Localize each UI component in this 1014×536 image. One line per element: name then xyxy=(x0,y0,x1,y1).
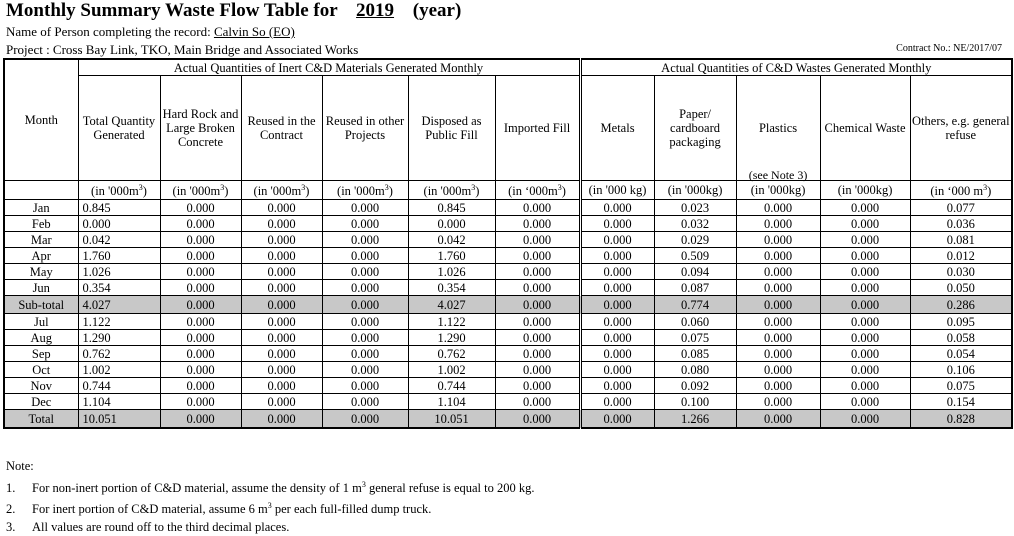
value-cell: 1.002 xyxy=(78,362,160,378)
waste-flow-table xyxy=(3,58,1013,429)
value-cell: 0.000 xyxy=(820,296,910,314)
value-cell: 0.000 xyxy=(322,394,408,410)
header-plastics xyxy=(736,76,820,181)
value-cell: 0.000 xyxy=(241,314,322,330)
value-cell: 0.744 xyxy=(408,378,495,394)
table-row xyxy=(4,248,1012,264)
value-cell: 0.054 xyxy=(910,346,1012,362)
unit-cell xyxy=(820,181,910,200)
unit-exponent: 3 xyxy=(558,183,562,192)
value-cell: 0.000 xyxy=(322,264,408,280)
value-cell: 0.000 xyxy=(322,200,408,216)
value-cell: 0.000 xyxy=(820,378,910,394)
value-cell: 0.000 xyxy=(495,346,580,362)
value-cell: 1.760 xyxy=(408,248,495,264)
unit-label: (in '000m xyxy=(254,185,302,199)
value-cell: 0.080 xyxy=(654,362,736,378)
unit-exponent: 3 xyxy=(139,183,143,192)
value-cell: 0.845 xyxy=(78,200,160,216)
value-cell: 0.000 xyxy=(820,232,910,248)
value-cell: 0.000 xyxy=(241,280,322,296)
value-cell: 0.000 xyxy=(580,232,654,248)
value-cell: 0.154 xyxy=(910,394,1012,410)
header-group-inert: Actual Quantities of Inert C&D Materials Generated Monthly xyxy=(78,59,580,76)
value-cell: 0.000 xyxy=(495,378,580,394)
value-cell: 0.000 xyxy=(241,410,322,429)
value-cell: 0.000 xyxy=(241,394,322,410)
value-cell: 0.000 xyxy=(736,362,820,378)
value-cell: 0.000 xyxy=(495,232,580,248)
value-cell: 0.000 xyxy=(322,216,408,232)
note-exponent: 3 xyxy=(268,501,272,510)
value-cell: 0.000 xyxy=(322,378,408,394)
value-cell: 0.036 xyxy=(910,216,1012,232)
value-cell: 0.000 xyxy=(580,280,654,296)
month-cell: Total xyxy=(4,410,78,429)
value-cell: 0.106 xyxy=(910,362,1012,378)
value-cell: 0.000 xyxy=(736,330,820,346)
value-cell: 0.000 xyxy=(820,248,910,264)
value-cell: 0.000 xyxy=(736,248,820,264)
value-cell: 0.060 xyxy=(654,314,736,330)
value-cell: 0.000 xyxy=(160,314,241,330)
value-cell: 0.000 xyxy=(241,362,322,378)
value-cell: 0.000 xyxy=(495,264,580,280)
value-cell: 0.000 xyxy=(820,216,910,232)
value-cell: 0.000 xyxy=(160,264,241,280)
value-cell: 0.000 xyxy=(160,216,241,232)
note-item xyxy=(6,476,535,498)
unit-label: (in '000m xyxy=(173,185,221,199)
header-plastics-label: Plastics xyxy=(759,121,797,135)
value-cell: 0.000 xyxy=(160,378,241,394)
value-cell: 1.760 xyxy=(78,248,160,264)
value-cell: 0.000 xyxy=(820,362,910,378)
value-cell: 1.026 xyxy=(408,264,495,280)
value-cell: 0.000 xyxy=(78,216,160,232)
notes-list xyxy=(6,476,535,536)
value-cell: 0.828 xyxy=(910,410,1012,429)
value-cell: 4.027 xyxy=(78,296,160,314)
value-cell: 0.000 xyxy=(580,330,654,346)
value-cell: 0.012 xyxy=(910,248,1012,264)
value-cell: 0.762 xyxy=(78,346,160,362)
value-cell: 0.000 xyxy=(160,200,241,216)
month-cell: Nov xyxy=(4,378,78,394)
value-cell: 1.122 xyxy=(408,314,495,330)
month-cell: Sub-total xyxy=(4,296,78,314)
project-line: Project : Cross Bay Link, TKO, Main Bridge and Associated Works xyxy=(6,42,358,58)
notes xyxy=(6,458,535,536)
value-cell: 0.023 xyxy=(654,200,736,216)
value-cell: 0.000 xyxy=(241,330,322,346)
value-cell: 1.266 xyxy=(654,410,736,429)
note-number: 3. xyxy=(6,519,32,536)
value-cell: 0.000 xyxy=(580,200,654,216)
value-cell: 0.000 xyxy=(820,314,910,330)
value-cell: 0.000 xyxy=(580,314,654,330)
value-cell: 0.077 xyxy=(910,200,1012,216)
unit-label: (in '000kg) xyxy=(668,183,723,197)
value-cell: 0.000 xyxy=(736,394,820,410)
value-cell: 1.104 xyxy=(408,394,495,410)
table-row xyxy=(4,280,1012,296)
value-cell: 0.354 xyxy=(78,280,160,296)
value-cell: 0.000 xyxy=(322,330,408,346)
value-cell: 0.000 xyxy=(241,216,322,232)
person-line xyxy=(6,24,295,40)
value-cell: 0.000 xyxy=(495,200,580,216)
value-cell: 0.000 xyxy=(736,296,820,314)
units-month xyxy=(4,181,78,200)
value-cell: 0.029 xyxy=(654,232,736,248)
header-metals: Metals xyxy=(580,76,654,181)
value-cell: 0.000 xyxy=(495,248,580,264)
header-reused-contract: Reused in the Contract xyxy=(241,76,322,181)
value-cell: 0.000 xyxy=(322,362,408,378)
value-cell: 0.000 xyxy=(160,346,241,362)
value-cell: 0.000 xyxy=(580,394,654,410)
unit-cell xyxy=(736,181,820,200)
value-cell: 0.000 xyxy=(736,232,820,248)
unit-label: (in ‘000 m xyxy=(930,185,983,199)
month-cell: Jan xyxy=(4,200,78,216)
unit-cell: (in '$000m^3$) xyxy=(78,181,160,200)
value-cell: 0.000 xyxy=(241,200,322,216)
value-cell: 0.075 xyxy=(910,378,1012,394)
unit-label: (in '000kg) xyxy=(838,183,893,197)
value-cell: 1.122 xyxy=(78,314,160,330)
value-cell: 0.032 xyxy=(654,216,736,232)
value-cell: 0.000 xyxy=(241,248,322,264)
value-cell: 0.085 xyxy=(654,346,736,362)
month-cell: Feb xyxy=(4,216,78,232)
unit-cell xyxy=(654,181,736,200)
table-row xyxy=(4,394,1012,410)
table-row xyxy=(4,232,1012,248)
header-chemical: Chemical Waste xyxy=(820,76,910,181)
value-cell: 0.509 xyxy=(654,248,736,264)
header-paper: Paper/ cardboard packaging xyxy=(654,76,736,181)
value-cell: 0.000 xyxy=(322,296,408,314)
value-cell: 1.002 xyxy=(408,362,495,378)
value-cell: 0.000 xyxy=(580,296,654,314)
value-cell: 0.000 xyxy=(580,264,654,280)
header-group-waste: Actual Quantities of C&D Wastes Generated Monthly xyxy=(580,59,1012,76)
value-cell: 0.000 xyxy=(820,346,910,362)
value-cell: 0.000 xyxy=(495,330,580,346)
value-cell: 0.000 xyxy=(322,248,408,264)
value-cell: 0.000 xyxy=(580,410,654,429)
month-cell: May xyxy=(4,264,78,280)
value-cell: 0.000 xyxy=(820,330,910,346)
month-cell: Apr xyxy=(4,248,78,264)
note-exponent: 3 xyxy=(362,480,366,489)
value-cell: 0.000 xyxy=(322,280,408,296)
value-cell: 10.051 xyxy=(408,410,495,429)
value-cell: 0.000 xyxy=(736,200,820,216)
value-cell: 0.075 xyxy=(654,330,736,346)
value-cell: 0.094 xyxy=(654,264,736,280)
unit-cell: (in '$000m^3$) xyxy=(160,181,241,200)
value-cell: 0.050 xyxy=(910,280,1012,296)
value-cell: 0.000 xyxy=(241,232,322,248)
value-cell: 0.000 xyxy=(580,362,654,378)
table-row xyxy=(4,216,1012,232)
unit-cell: (in ‘$000m^3$) xyxy=(495,181,580,200)
value-cell: 0.000 xyxy=(736,410,820,429)
unit-cell: (in '$000m^3$) xyxy=(241,181,322,200)
table-row xyxy=(4,264,1012,280)
header-others: Others, e.g. general refuse xyxy=(910,76,1012,181)
unit-exponent: 3 xyxy=(220,183,224,192)
value-cell: 0.000 xyxy=(160,330,241,346)
note-text: All values are round off to the third decimal places. xyxy=(32,520,289,534)
page-title xyxy=(6,0,461,22)
value-cell: 1.290 xyxy=(408,330,495,346)
unit-label: (in '000kg) xyxy=(751,183,806,197)
header-imported: Imported Fill xyxy=(495,76,580,181)
note-item xyxy=(6,497,535,519)
table-row xyxy=(4,296,1012,314)
value-cell: 0.000 xyxy=(820,200,910,216)
value-cell: 0.000 xyxy=(580,248,654,264)
note-text: For inert portion of C&D material, assume 6 m xyxy=(32,502,268,516)
table-row xyxy=(4,314,1012,330)
value-cell: 0.000 xyxy=(408,216,495,232)
month-cell: Aug xyxy=(4,330,78,346)
unit-cell: (in '$000m^3$) xyxy=(408,181,495,200)
value-cell: 0.000 xyxy=(160,280,241,296)
unit-exponent: 3 xyxy=(301,183,305,192)
unit-exponent: 3 xyxy=(471,183,475,192)
month-cell: Mar xyxy=(4,232,78,248)
unit-label: (in '000m xyxy=(424,185,472,199)
header-hardrock: Hard Rock and Large Broken Concrete xyxy=(160,76,241,181)
unit-exponent: 3 xyxy=(983,183,987,192)
value-cell: 0.000 xyxy=(495,216,580,232)
unit-label: (in ‘000m xyxy=(508,185,558,199)
note-item xyxy=(6,519,535,536)
value-cell: 0.000 xyxy=(160,296,241,314)
value-cell: 0.042 xyxy=(78,232,160,248)
table-row xyxy=(4,378,1012,394)
value-cell: 0.000 xyxy=(241,264,322,280)
value-cell: 0.000 xyxy=(495,394,580,410)
value-cell: 0.000 xyxy=(495,314,580,330)
month-cell: Jun xyxy=(4,280,78,296)
table-row xyxy=(4,330,1012,346)
note-number: 1. xyxy=(6,480,32,498)
header-disposed: Disposed as Public Fill xyxy=(408,76,495,181)
month-cell: Sep xyxy=(4,346,78,362)
note-number: 2. xyxy=(6,501,32,519)
value-cell: 0.000 xyxy=(160,232,241,248)
value-cell: 0.000 xyxy=(322,346,408,362)
value-cell: 1.026 xyxy=(78,264,160,280)
table-row xyxy=(4,362,1012,378)
month-cell: Dec xyxy=(4,394,78,410)
unit-cell: (in ‘000 $m^3$) xyxy=(910,181,1012,200)
value-cell: 0.000 xyxy=(241,378,322,394)
value-cell: 0.000 xyxy=(160,248,241,264)
value-cell: 0.000 xyxy=(580,378,654,394)
value-cell: 0.000 xyxy=(495,362,580,378)
value-cell: 0.000 xyxy=(820,394,910,410)
person-name: Calvin So (EO) xyxy=(214,24,295,39)
value-cell: 0.744 xyxy=(78,378,160,394)
value-cell: 0.000 xyxy=(495,280,580,296)
note-text-tail: per each full-filled dump truck. xyxy=(272,502,432,516)
note-text-tail: general refuse is equal to 200 kg. xyxy=(366,481,535,495)
value-cell: 0.000 xyxy=(160,410,241,429)
value-cell: 0.000 xyxy=(736,314,820,330)
unit-cell: (in '$000m^3$) xyxy=(322,181,408,200)
title-suffix: (year) xyxy=(413,0,462,21)
value-cell: 0.000 xyxy=(495,410,580,429)
notes-heading: Note: xyxy=(6,458,535,476)
value-cell: 0.058 xyxy=(910,330,1012,346)
note-text: For non-inert portion of C&D material, assume the density of 1 m xyxy=(32,481,362,495)
value-cell: 0.000 xyxy=(820,410,910,429)
value-cell: 0.762 xyxy=(408,346,495,362)
value-cell: 0.000 xyxy=(495,296,580,314)
unit-label: (in '000m xyxy=(91,185,139,199)
value-cell: 0.000 xyxy=(241,296,322,314)
title-year: 2019 xyxy=(342,0,408,22)
unit-label: (in '000 kg) xyxy=(589,183,647,197)
value-cell: 0.354 xyxy=(408,280,495,296)
value-cell: 0.000 xyxy=(736,216,820,232)
value-cell: 1.104 xyxy=(78,394,160,410)
value-cell: 0.000 xyxy=(736,280,820,296)
value-cell: 1.290 xyxy=(78,330,160,346)
value-cell: 0.000 xyxy=(322,410,408,429)
value-cell: 0.000 xyxy=(580,346,654,362)
value-cell: 0.000 xyxy=(736,264,820,280)
title-prefix: Monthly Summary Waste Flow Table for xyxy=(6,0,337,21)
value-cell: 0.000 xyxy=(820,280,910,296)
table-body xyxy=(4,200,1012,429)
value-cell: 0.000 xyxy=(322,232,408,248)
value-cell: 10.051 xyxy=(78,410,160,429)
month-cell: Jul xyxy=(4,314,78,330)
units-row xyxy=(4,181,1012,200)
value-cell: 4.027 xyxy=(408,296,495,314)
value-cell: 0.000 xyxy=(160,394,241,410)
value-cell: 0.000 xyxy=(322,314,408,330)
header-month: Month xyxy=(4,59,78,181)
person-label: Name of Person completing the record: xyxy=(6,24,211,39)
value-cell: 0.100 xyxy=(654,394,736,410)
contract-number: Contract No.: NE/2017/07 xyxy=(896,43,1002,54)
table-row xyxy=(4,346,1012,362)
value-cell: 0.774 xyxy=(654,296,736,314)
unit-label: (in '000m xyxy=(337,185,385,199)
header-plastics-note: (see Note 3) xyxy=(737,168,820,182)
value-cell: 0.000 xyxy=(736,378,820,394)
value-cell: 0.030 xyxy=(910,264,1012,280)
value-cell: 0.042 xyxy=(408,232,495,248)
value-cell: 0.000 xyxy=(241,346,322,362)
value-cell: 0.000 xyxy=(820,264,910,280)
value-cell: 0.081 xyxy=(910,232,1012,248)
value-cell: 0.845 xyxy=(408,200,495,216)
header-reused-other: Reused in other Projects xyxy=(322,76,408,181)
value-cell: 0.000 xyxy=(160,362,241,378)
value-cell: 0.092 xyxy=(654,378,736,394)
header-total: Total Quantity Generated xyxy=(78,76,160,181)
table-row xyxy=(4,410,1012,429)
unit-cell xyxy=(580,181,654,200)
value-cell: 0.286 xyxy=(910,296,1012,314)
value-cell: 0.087 xyxy=(654,280,736,296)
month-cell: Oct xyxy=(4,362,78,378)
value-cell: 0.095 xyxy=(910,314,1012,330)
table-row xyxy=(4,200,1012,216)
value-cell: 0.000 xyxy=(736,346,820,362)
unit-exponent: 3 xyxy=(385,183,389,192)
value-cell: 0.000 xyxy=(580,216,654,232)
